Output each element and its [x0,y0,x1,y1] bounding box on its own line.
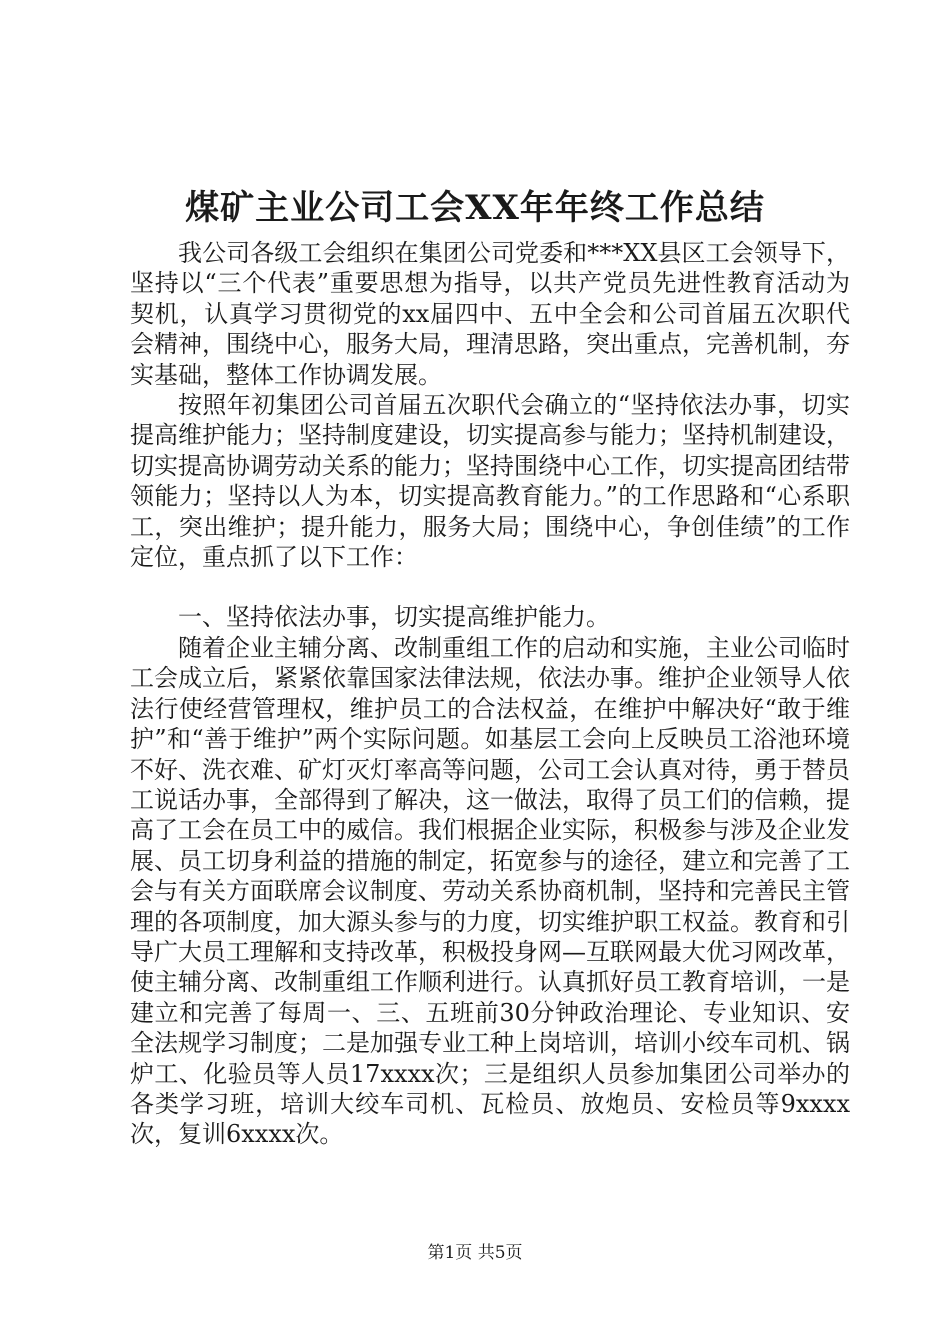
paragraph-work-approach: 按照年初集团公司首届五次职代会确立的“坚持依法办事，切实提高维护能力；坚持制度建设，切实提高参与能力；坚持机制建设，切实提高协调劳动关系的能力；坚持围绕中心工作，切实提高团结带领能力；坚持以人为本，切实提高教育能力。”的工作思路和“心系职工，突出维护；提升能力，服务大局；围绕中心，争创佳绩”的工作定位，重点抓了以下工作： [130,391,850,572]
paragraph-intro: 我公司各级工会组织在集团公司党委和***XX县区工会领导下，坚持以“三个代表”重要思想为指导，以共产党员先进性教育活动为契机，认真学习贯彻党的xx届四中、五中全会和公司首届五次职代会精神，围绕中心，服务大局，理清思路，突出重点，完善机制，夯实基础，整体工作协调发展。 [130,239,850,389]
page-footer: 第1页 共5页 [427,1243,523,1263]
section-heading-1: 一、坚持依法办事，切实提高维护能力。 [178,603,610,632]
document-title: 煤矿主业公司工会XX年年终工作总结 [185,188,765,228]
document-body [130,238,850,1150]
paragraph-section-1: 随着企业主辅分离、改制重组工作的启动和实施，主业公司临时工会成立后，紧紧依靠国家法律法规，依法办事。维护企业领导人依法行使经营管理权，维护员工的合法权益，在维护中解决好“敢于维护”和“善于维护”两个实际问题。如基层工会向上反映员工浴池环境不好、洗衣难、矿灯灭灯率高等问题，公司工会认真对待，勇于替员工说话办事，全部得到了解决，这一做法，取得了员工们的信赖，提高了工会在员工中的威信。我们根据企业实际，积极参与涉及企业发展、员工切身利益的措施的制定，拓宽参与的途径，建立和完善了工会与有关方面联席会议制度、劳动关系协商机制，坚持和完善民主管理的各项制度，加大源头参与的力度，切实维护职工权益。教育和引导广大员工理解和支持改革，积极投身网—互联网最大优习网改革，使主辅分离、改制重组工作顺利进行。认真抓好员工教育培训，一是建立和完善了每周一、三、五班前30分钟政治理论、专业知识、安全法规学习制度；二是加强专业工种上岗培训，培训小绞车司机、锅炉工、化验员等人员17xxxx次；三是组织人员参加集团公司举办的各类学习班，培训大绞车司机、瓦检员、放炮员、安检员等9xxxx次，复训6xxxx次。 [130,633,850,1149]
